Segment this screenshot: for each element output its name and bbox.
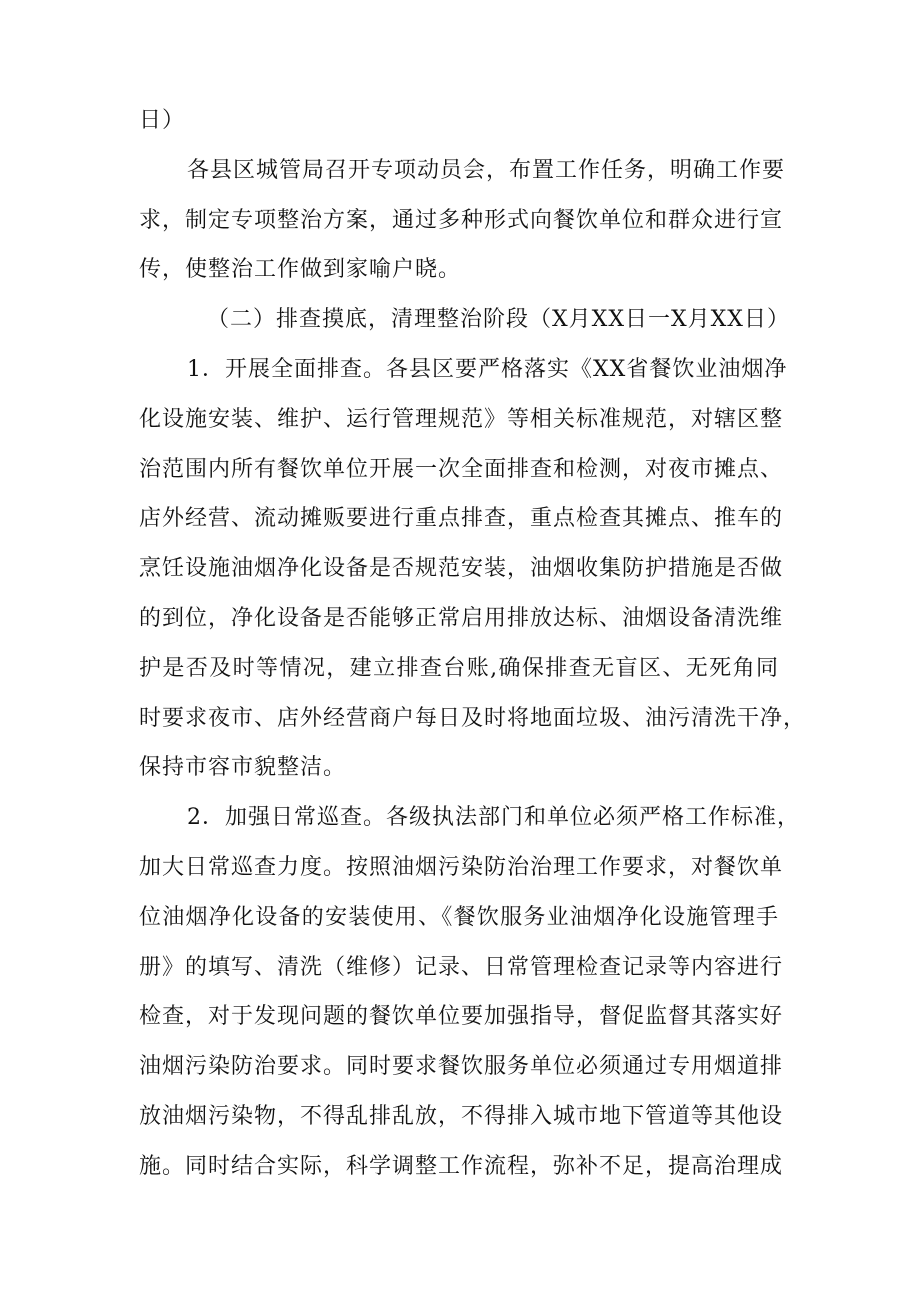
text-line: 放油烟污染物，不得乱排乱放，不得排入城市地下管道等其他设 [139,1103,784,1129]
section-heading: （二）排查摸底，清理整治阶段（X月XX日一X月XX日） [207,307,790,333]
paragraph-start-line: 1．开展全面排查。各县区要严格落实《XX省餐饮业油烟净 [187,356,788,382]
text-line: 的到位，净化设备是否能够正常启用排放达标、油烟设备清洗维 [139,605,784,631]
document-body [139,96,807,1192]
text-line: 护是否及时等情况，建立排查台账,确保排查无盲区、无死角同 [139,655,779,681]
text-line: 传，使整治工作做到家喻户晓。 [139,257,462,283]
text-line: 求，制定专项整治方案，通过多种形式向餐饮单位和群众进行宣 [139,207,784,233]
text-line: 施。同时结合实际，科学调整工作流程，弥补不足，提高治理成 [139,1153,784,1179]
text-line: 加大日常巡查力度。按照油烟污染防治治理工作要求，对餐饮单 [139,854,784,880]
paragraph-start-line: 各县区城管局召开专项动员会，布置工作任务，明确工作要 [187,157,786,183]
text-line: 油烟污染防治要求。同时要求餐饮服务单位必须通过专用烟道排 [139,1054,784,1080]
text-line: 位油烟净化设备的安装使用、《餐饮服务业油烟净化设施管理手 [139,904,779,930]
text-line: 保持市容市貌整洁。 [139,755,347,781]
text-line: 店外经营、流动摊贩要进行重点排查，重点检查其摊点、推车的 [139,506,784,532]
text-line: 检查，对于发现问题的餐饮单位要加强指导，督促监督其落实好 [139,1004,784,1030]
paragraph-start-line: 2．加强日常巡查。各级执法部门和单位必须严格工作标准， [187,805,800,831]
text-line: 日） [139,108,186,133]
text-line: 治范围内所有餐饮单位开展一次全面排查和检测，对夜市摊点、 [139,456,784,482]
text-line: 化设施安装、维护、运行管理规范》等相关标准规范，对辖区整 [139,406,784,432]
text-line: 时要求夜市、店外经营商户每日及时将地面垃圾、油污清洗干净， [139,705,807,731]
text-line: 册》的填写、清洗（维修）记录、日常管理检查记录等内容进行 [139,954,784,980]
text-line: 烹饪设施油烟净化设备是否规范安装，油烟收集防护措施是否做 [139,556,784,582]
